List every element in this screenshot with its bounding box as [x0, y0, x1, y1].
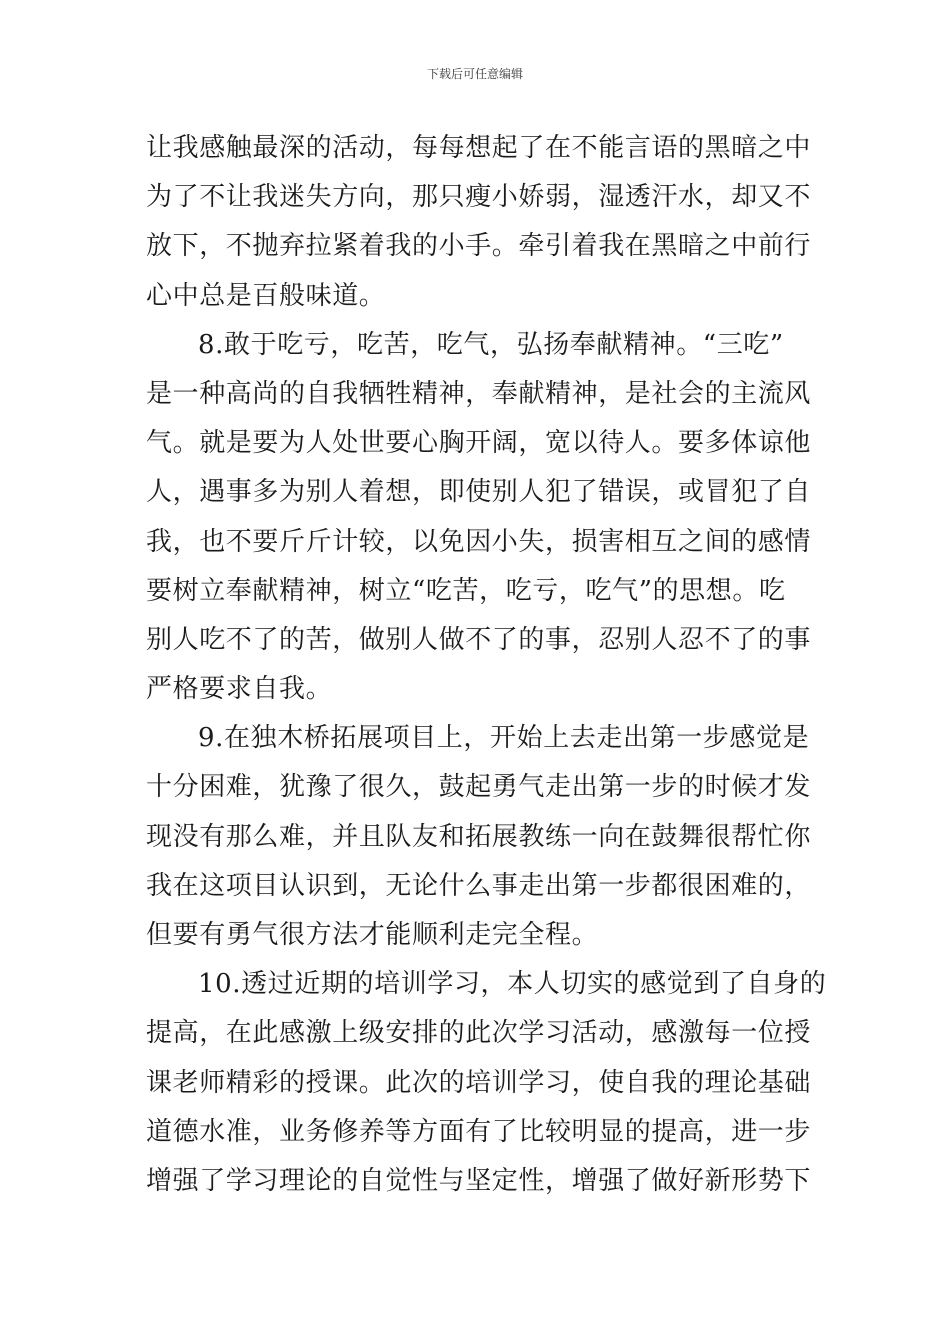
text-line: 10.透过近期的培训学习，本人切实的感觉到了自身的 — [198, 969, 827, 1000]
text-line: 道德水准，业务修养等方面有了比较明显的提高，进一步 — [146, 1116, 812, 1147]
text-line: 严格要求自我。 — [146, 674, 333, 705]
paragraph — [146, 124, 812, 321]
text-line: 现没有那么难，并且队友和拓展教练一向在鼓舞很帮忙你 — [146, 821, 812, 852]
text-line: 放下，不抛弃拉紧着我的小手。牵引着我在黑暗之中前行 — [146, 231, 812, 262]
text-line: 提高，在此感激上级安排的此次学习活动，感激每一位授 — [146, 1018, 812, 1049]
text-line: 让我感触最深的活动，每每想起了在不能言语的黑暗之中 — [146, 133, 812, 163]
document-body — [146, 124, 827, 1206]
text-line: 为了不让我迷失方向，那只瘦小娇弱，湿透汗水，却又不 — [146, 182, 812, 213]
text-line: 要树立奉献精神，树立“吃苦，吃亏，吃气”的思想。吃 — [146, 575, 786, 606]
text-line: 增强了学习理论的自觉性与坚定性，增强了做好新形势下 — [146, 1165, 812, 1196]
text-line: 别人吃不了的苦，做别人做不了的事，忍别人忍不了的事 — [146, 624, 812, 655]
paragraph — [146, 960, 827, 1206]
text-line: 人，遇事多为别人着想，即使别人犯了错误，或冒犯了自 — [146, 477, 812, 508]
text-line: 我，也不要斤斤计较，以免因小失，损害相互之间的感情 — [146, 526, 812, 557]
text-line: 但要有勇气很方法才能顺利走完全程。 — [146, 920, 599, 950]
paragraph — [146, 714, 812, 960]
text-line: 气。就是要为人处世要心胸开阔，宽以待人。要多体谅他 — [146, 428, 812, 459]
text-line: 课老师精彩的授课。此次的培训学习，使自我的理论基础 — [146, 1067, 812, 1098]
text-line: 心中总是百般味道。 — [146, 280, 386, 311]
text-line: 是一种高尚的自我牺牲精神，奉献精神，是社会的主流风 — [146, 378, 812, 409]
text-line: 9.在独木桥拓展项目上，开始上去走出第一步感觉是 — [198, 723, 810, 754]
text-line: 8.敢于吃亏，吃苦，吃气，弘扬奉献精神。“三吃” — [198, 329, 784, 360]
text-line: 我在这项目认识到，无论什么事走出第一步都很困难的， — [146, 870, 812, 901]
page-header: 下载后可任意编辑 — [426, 67, 523, 81]
paragraph — [146, 321, 812, 715]
text-line: 十分困难，犹豫了很久，鼓起勇气走出第一步的时候才发 — [146, 772, 812, 803]
